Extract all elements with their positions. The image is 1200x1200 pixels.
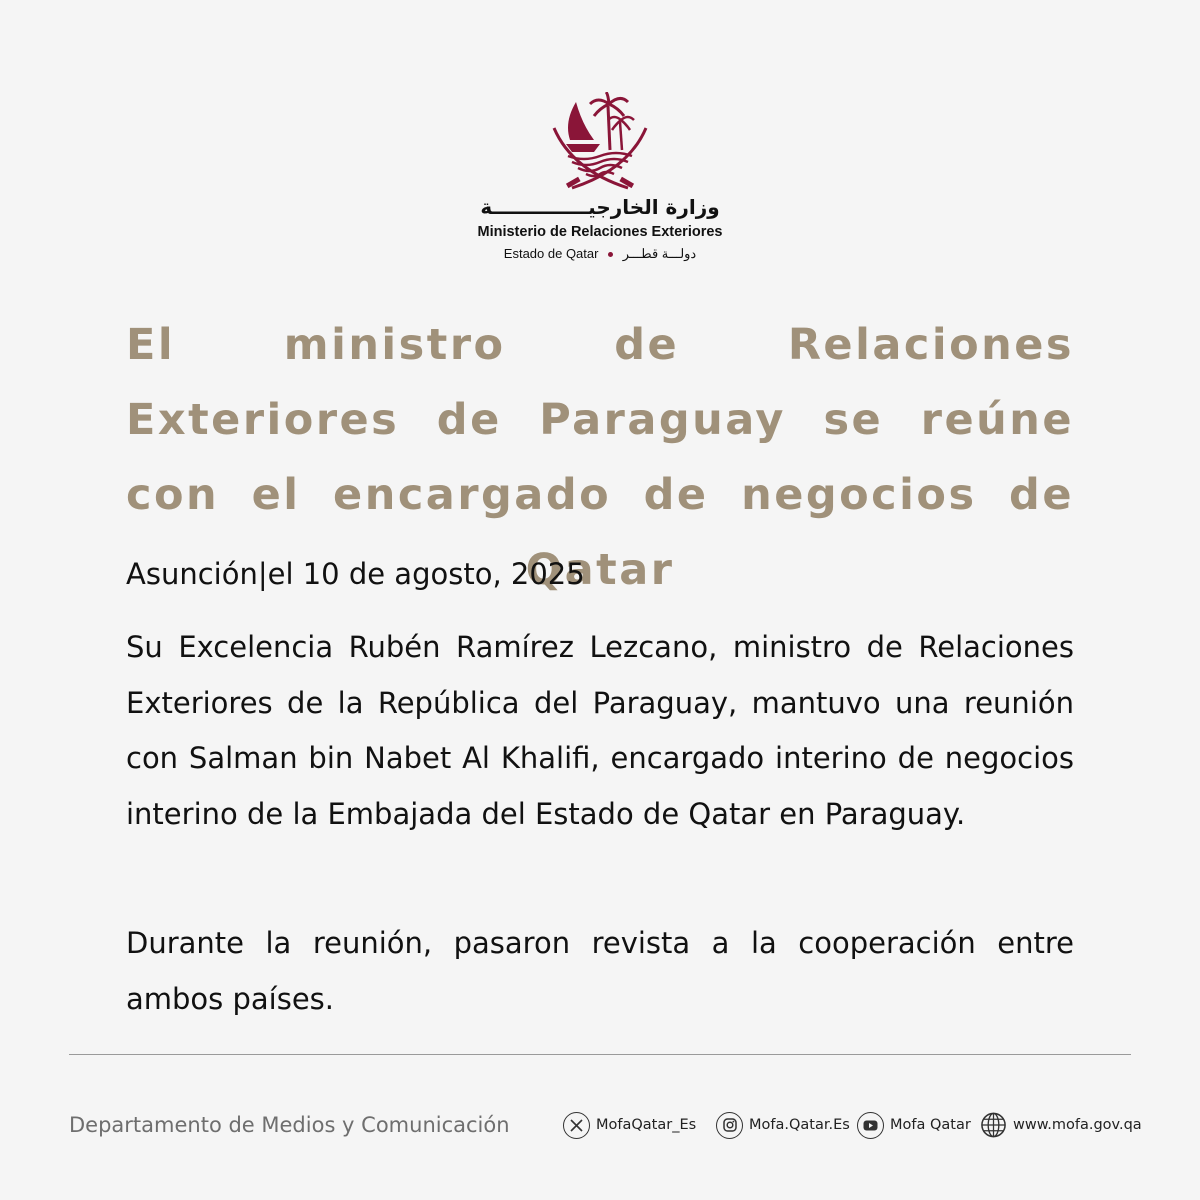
state-name-arabic: دولـــة قطـــر [622,246,697,261]
footer-divider [69,1054,1131,1055]
paragraph-2: Durante la reunión, pasaron revista a la cooperación entre ambos países. [126,926,1074,1016]
qatar-emblem-icon [550,92,650,194]
separator-dot-icon [608,252,613,257]
social-youtube-label: Mofa Qatar [890,1117,971,1133]
social-website[interactable] [980,1108,1142,1142]
headline: El ministro de Relaciones Exteriores de Paraguay se reúne con el encargado de negocios de Qatar [126,320,1074,595]
department-name: Departamento de Medios y Comunicación [69,1113,510,1137]
social-youtube[interactable] [857,1108,971,1142]
social-instagram[interactable] [716,1108,850,1142]
social-x[interactable] [563,1108,696,1142]
state-line [0,244,1200,264]
x-icon [563,1112,590,1139]
state-name-spanish: Estado de Qatar [503,246,599,261]
ministry-name-spanish: Ministerio de Relaciones Exteriores [477,224,723,240]
youtube-icon [857,1112,884,1139]
globe-icon [980,1112,1007,1139]
dateline: Asunción|el 10 de agosto, 2025 [126,557,585,591]
social-x-label: MofaQatar_Es [596,1117,697,1133]
paragraph-1: Su Excelencia Rubén Ramírez Lezcano, ministro de Relaciones Exteriores de la República del Paraguay, mantuvo una reunión con Salman bin Nabet Al Khalifi, encargado interino de negocios interino de la Embajada del Estado de Qatar en Paraguay. [126,630,1074,831]
social-website-label: www.mofa.gov.qa [1013,1117,1142,1133]
instagram-icon [716,1112,743,1139]
ministry-name-arabic: وزارة الخارجيــــــــــــــة [480,195,720,219]
ministry-logo [0,92,1200,264]
social-instagram-label: Mofa.Qatar.Es [749,1117,850,1133]
